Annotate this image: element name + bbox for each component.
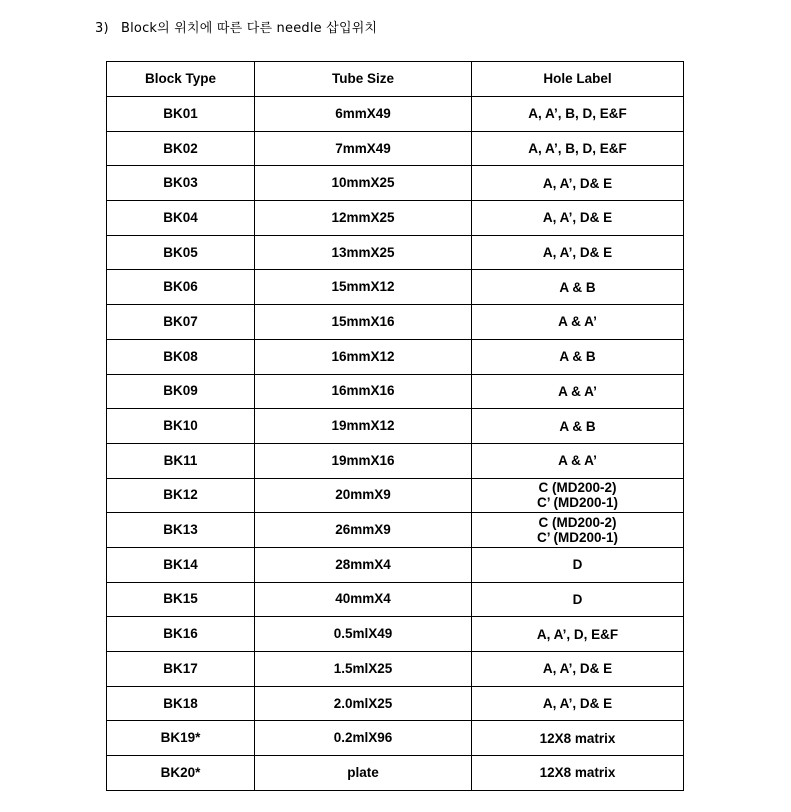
hole-label-line: A, A’, D& E <box>542 245 613 261</box>
block-type-cell: BK11 <box>107 443 255 478</box>
hole-label-cell <box>472 201 684 236</box>
hole-label-line: A & B <box>559 349 596 365</box>
block-type-cell: BK19* <box>107 721 255 756</box>
table-row <box>107 478 684 513</box>
table-row <box>107 547 684 582</box>
hole-label-line: 12X8 matrix <box>539 730 616 746</box>
tube-size-cell: 7mmX49 <box>255 131 472 166</box>
block-type-cell: BK05 <box>107 235 255 270</box>
table-header-row <box>107 62 684 97</box>
header-hole-label: Hole Label <box>472 62 684 97</box>
block-type-cell: BK08 <box>107 339 255 374</box>
table-row <box>107 166 684 201</box>
table-row <box>107 270 684 305</box>
hole-label-cell <box>472 339 684 374</box>
hole-label-line: C (MD200-2) <box>538 515 617 531</box>
hole-label-line: C’ (MD200-1) <box>536 495 619 511</box>
block-type-cell: BK15 <box>107 582 255 617</box>
hole-label-cell <box>472 686 684 721</box>
hole-label-line: A & B <box>559 418 596 434</box>
tube-size-cell: 16mmX16 <box>255 374 472 409</box>
section-number: 3) <box>95 21 109 36</box>
table-row <box>107 201 684 236</box>
block-type-cell: BK12 <box>107 478 255 513</box>
hole-label-cell <box>472 721 684 756</box>
table-row <box>107 686 684 721</box>
tube-size-cell: 0.5mlX49 <box>255 617 472 652</box>
hole-label-line: A & A’ <box>558 314 597 330</box>
hole-label-line: A, A’, D& E <box>542 175 613 191</box>
block-type-cell: BK09 <box>107 374 255 409</box>
table-row <box>107 131 684 166</box>
hole-label-cell <box>472 97 684 132</box>
tube-size-cell: 19mmX16 <box>255 443 472 478</box>
hole-label-line: D <box>572 591 583 607</box>
hole-label-line: D <box>572 557 583 573</box>
header-tube-size: Tube Size <box>255 62 472 97</box>
block-type-cell: BK07 <box>107 305 255 340</box>
hole-label-line: A, A’, B, D, E&F <box>528 141 627 157</box>
block-type-cell: BK02 <box>107 131 255 166</box>
hole-label-cell <box>472 478 684 513</box>
block-type-cell: BK10 <box>107 409 255 444</box>
hole-label-cell <box>472 305 684 340</box>
table-row <box>107 513 684 548</box>
block-type-cell: BK14 <box>107 547 255 582</box>
hole-label-line: A & A’ <box>558 453 597 469</box>
table-row <box>107 652 684 687</box>
hole-label-cell <box>472 443 684 478</box>
tube-size-cell: 0.2mlX96 <box>255 721 472 756</box>
tube-size-cell: 15mmX16 <box>255 305 472 340</box>
hole-label-cell <box>472 513 684 548</box>
hole-label-cell <box>472 617 684 652</box>
table-row <box>107 339 684 374</box>
hole-label-line: A, A’, D& E <box>542 696 613 712</box>
table-row <box>107 305 684 340</box>
hole-label-line: A & A’ <box>558 383 597 399</box>
block-type-cell: BK04 <box>107 201 255 236</box>
hole-label-line: A, A’, B, D, E&F <box>528 106 627 122</box>
block-type-cell: BK13 <box>107 513 255 548</box>
block-type-cell: BK18 <box>107 686 255 721</box>
section-title: Block의 위치에 따른 다른 needle 삽입위치 <box>121 21 378 36</box>
tube-size-cell: 26mmX9 <box>255 513 472 548</box>
table-row <box>107 409 684 444</box>
block-type-cell: BK03 <box>107 166 255 201</box>
tube-size-cell: plate <box>255 756 472 791</box>
hole-label-line: A, A’, D& E <box>542 661 613 677</box>
tube-size-cell: 28mmX4 <box>255 547 472 582</box>
table-body <box>107 97 684 791</box>
section-heading <box>95 17 377 36</box>
table-row <box>107 443 684 478</box>
tube-size-cell: 40mmX4 <box>255 582 472 617</box>
hole-label-cell <box>472 166 684 201</box>
table-row <box>107 756 684 791</box>
header-block-type: Block Type <box>107 62 255 97</box>
block-type-cell: BK20* <box>107 756 255 791</box>
hole-label-cell <box>472 582 684 617</box>
hole-label-cell <box>472 270 684 305</box>
tube-size-cell: 6mmX49 <box>255 97 472 132</box>
table-row <box>107 374 684 409</box>
table-row <box>107 617 684 652</box>
hole-label-cell <box>472 409 684 444</box>
hole-label-line: A, A’, D& E <box>542 210 613 226</box>
hole-label-line: C’ (MD200-1) <box>536 530 619 546</box>
tube-size-cell: 10mmX25 <box>255 166 472 201</box>
hole-label-cell <box>472 131 684 166</box>
tube-size-cell: 20mmX9 <box>255 478 472 513</box>
tube-size-cell: 16mmX12 <box>255 339 472 374</box>
tube-size-cell: 2.0mlX25 <box>255 686 472 721</box>
hole-label-cell <box>472 235 684 270</box>
tube-size-cell: 1.5mlX25 <box>255 652 472 687</box>
table-row <box>107 721 684 756</box>
hole-label-line: C (MD200-2) <box>538 480 617 496</box>
hole-label-line: A & B <box>559 279 596 295</box>
hole-label-line: 12X8 matrix <box>539 765 616 781</box>
tube-size-cell: 13mmX25 <box>255 235 472 270</box>
block-type-cell: BK16 <box>107 617 255 652</box>
hole-label-cell <box>472 756 684 791</box>
block-needle-table <box>106 61 684 791</box>
table-row <box>107 235 684 270</box>
block-type-cell: BK06 <box>107 270 255 305</box>
block-type-cell: BK17 <box>107 652 255 687</box>
tube-size-cell: 19mmX12 <box>255 409 472 444</box>
table-row <box>107 582 684 617</box>
tube-size-cell: 15mmX12 <box>255 270 472 305</box>
hole-label-line: A, A’, D, E&F <box>536 626 619 642</box>
table-row <box>107 97 684 132</box>
block-type-cell: BK01 <box>107 97 255 132</box>
hole-label-cell <box>472 547 684 582</box>
hole-label-cell <box>472 652 684 687</box>
hole-label-cell <box>472 374 684 409</box>
tube-size-cell: 12mmX25 <box>255 201 472 236</box>
